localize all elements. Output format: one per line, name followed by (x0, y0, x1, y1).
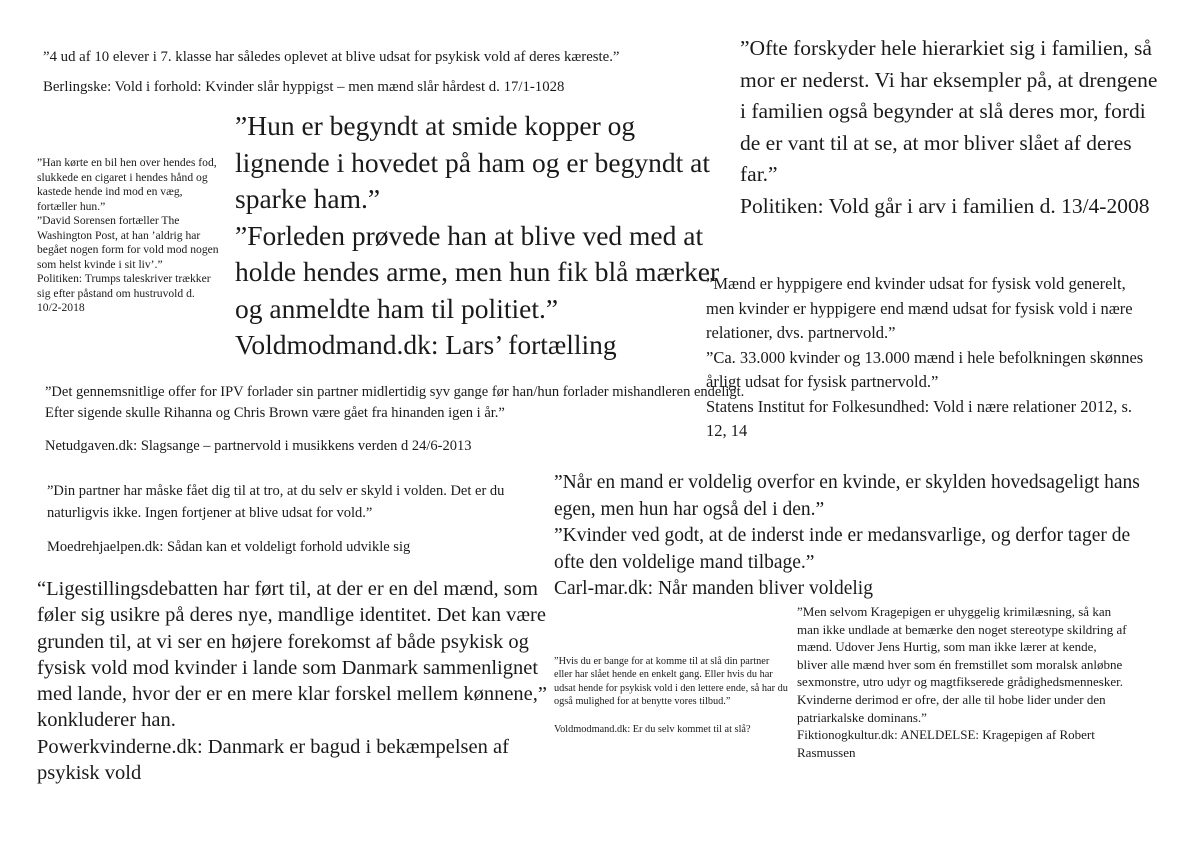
quote-text: ”Kvinder ved godt, at de inderst inde er medansvarlige, og derfor tager de ofte den voldelige mand tilbage.” (554, 525, 1131, 573)
quote-source: Powerkvinderne.dk: Danmark er bagud i bekæmpelsen af psykisk vold (37, 735, 509, 785)
quote-block-voldmodmand-tilbud (554, 655, 789, 736)
quote-source: Moedrehjaelpen.dk: Sådan kan et voldeligt forhold udvikle sig (47, 539, 411, 555)
quote-text: ”Ofte forskyder hele hierarkiet sig i familien, så mor er nederst. Vi har eksempler på, at drengene i familien også begynder at slå deres mor, fordi de er vant til at se, at mor bliver slået af deres far.” (740, 36, 1158, 186)
quote-block-netudgaven (45, 382, 745, 457)
quote-text: ”Hvis du er bange for at komme til at slå din partner eller har slået hende en enkelt gang. Eller hvis du har udsat hende for psykisk vold i den lettere ende, så har du også mulighed for at benytte vores tilbud.” (554, 656, 788, 708)
quote-source: Voldmodmand.dk: Er du selv kommet til at slå? (554, 723, 751, 735)
quote-block-politiken-arv (740, 33, 1160, 222)
quote-block-fiktionogkultur (797, 603, 1127, 761)
quote-block-folkesundhed (706, 272, 1156, 444)
quote-source: Berlingske: Vold i forhold: Kvinder slår hyppigst – men mænd slår hårdest d. 17/1-1028 (43, 79, 565, 95)
quote-block-powerkvinderne (37, 576, 557, 786)
quote-block-berlingske (43, 42, 743, 102)
quote-block-moedrehjaelpen (47, 480, 567, 558)
quote-text: ”Det gennemsnitlige offer for IPV forlader sin partner midlertidig syv gange før han/hun forlader mishandleren endeligt. Efter sigende skulle Rihanna og Chris Brown være gået fra hinanden igen i år.” (45, 384, 745, 421)
quote-source: Fiktionogkultur.dk: ANELDELSE: Kragepigen af Robert Rasmussen (797, 727, 1095, 760)
quote-text: ”4 ud af 10 elever i 7. klasse har således oplevet at blive udsat for psykisk vold af deres kæreste.” (43, 49, 620, 65)
quote-text: ”Når en mand er voldelig overfor en kvinde, er skylden hovedsageligt hans egen, men hun har også del i den.” (554, 472, 1140, 520)
quote-text: “Ligestillingsdebatten har ført til, at der er en del mænd, som føler sig usikre på deres nye, mandlige identitet. Det kan være grunden til, at vi ser en højere forekomst af både psykisk og fysisk vold mod kvinder i lande som Danmark sammenlignet med lande, hvor der er en mere klar forskel mellem kønnene,” konkluderer han. (37, 578, 548, 732)
quote-text: ”Hun er begyndt at smide kopper og lignende i hovedet på ham og er begyndt at sparke ham.” (235, 110, 710, 214)
quote-block-politiken-trump (37, 156, 222, 316)
quote-source: Voldmodmand.dk: Lars’ fortælling (235, 329, 617, 360)
quote-source: Statens Institut for Folkesundhed: Vold i nære relationer 2012, s. 12, 14 (706, 396, 1133, 440)
quote-text: ”David Sorensen fortæller The Washington Post, at han ’aldrig har begået nogen form for vold mod nogen som helst kvinde i sit liv’.” (37, 214, 219, 271)
quote-source: Netudgaven.dk: Slagsange – partnervold i musikkens verden d 24/6-2013 (45, 438, 472, 454)
quote-text: ”Men selvom Kragepigen er uhyggelig krimilæsning, så kan man ikke undlade at bemærke den noget stereotype skildring af mænd. Udover Jens Hurtig, som man ikke lærer at kende, bliver alle mænd hver som én fremstillet som moralsk anløbne sexmonstre, utro udyr og magtfikserede grådighedsmennesker. Kvinderne derimod er ofre, der alle til hobe lider under den patriarkalske dominans.” (797, 604, 1127, 725)
quote-source: Carl-mar.dk: Når manden bliver voldelig (554, 578, 873, 599)
quote-text: ”Ca. 33.000 kvinder og 13.000 mænd i hele befolkningen skønnes årligt udsat for fysisk partnervold.” (706, 347, 1144, 391)
quote-text: ”Forleden prøvede han at blive ved med at holde hendes arme, men hun fik blå mærker og anmeldte ham til politiet.” (235, 219, 720, 324)
quote-block-lars (235, 108, 735, 364)
quote-block-carl-mar (554, 470, 1154, 603)
quote-text: ”Mænd er hyppigere end kvinder udsat for fysisk vold generelt, men kvinder er hyppigere end mænd udsat for fysisk vold i nære relationer, dvs. partnervold.” (706, 274, 1133, 342)
quote-source: Politiken: Vold går i arv i familien d. 13/4-2008 (740, 193, 1150, 218)
quote-text: ”Han kørte en bil hen over hendes fod, slukkede en cigaret i hendes hånd og kastede hende ind mod en væg, fortæller hun.” (37, 156, 217, 213)
quote-text: ”Din partner har måske fået dig til at tro, at du selv er skyld i volden. Det er du naturligvis ikke. Ingen fortjener at blive udsat for vold.” (47, 483, 505, 521)
quote-source: Politiken: Trumps taleskriver trækker sig efter påstand om hustruvold d. 10/2-2018 (37, 272, 211, 314)
